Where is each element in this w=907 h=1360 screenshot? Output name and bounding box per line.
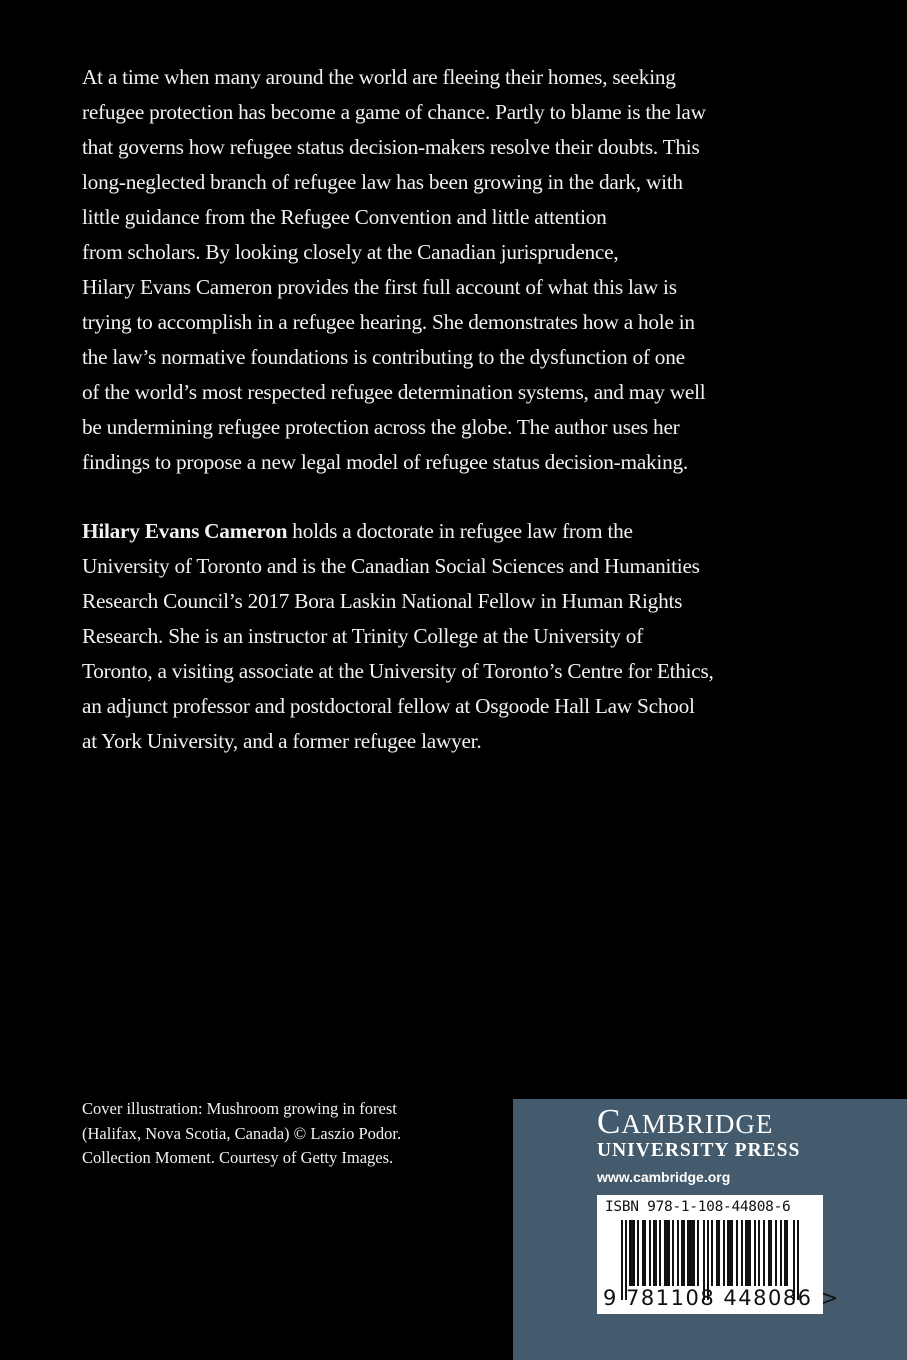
bio-text: holds a doctorate in refugee law from the: [287, 519, 633, 543]
publisher-panel: [513, 1099, 907, 1360]
credit-line: (Halifax, Nova Scotia, Canada) © Laszio Podor.: [82, 1123, 402, 1143]
bio-line: University of Toronto and is the Canadian Social Sciences and Humanities: [82, 554, 700, 578]
description-line: Hilary Evans Cameron provides the first full account of what this law is: [82, 275, 677, 299]
description-line: the law’s normative foundations is contributing to the dysfunction of one: [82, 345, 685, 369]
description-line: that governs how refugee status decision-makers resolve their doubts. This: [82, 135, 700, 159]
publisher-url: www.cambridge.org: [597, 1169, 731, 1185]
publisher-name-rest: AMBRIDGE: [621, 1109, 774, 1139]
bio-line: at York University, and a former refugee lawyer.: [82, 729, 482, 753]
description-paragraph: [82, 60, 706, 480]
isbn-barcode: [597, 1195, 840, 1314]
description-line: long-neglected branch of refugee law has been growing in the dark, with: [82, 170, 683, 194]
description-line: little guidance from the Refugee Convention and little attention: [82, 205, 607, 229]
author-name: Hilary Evans Cameron: [82, 519, 288, 543]
bio-line: Research. She is an instructor at Trinity College at the University of: [82, 624, 643, 648]
cover-credit: [82, 1097, 401, 1171]
author-bio: [82, 514, 714, 759]
description-line: trying to accomplish in a refugee hearing. She demonstrates how a hole in: [82, 310, 695, 334]
credit-line: Cover illustration: Mushroom growing in forest: [82, 1099, 397, 1118]
isbn-label: ISBN 978-1-108-44808-6: [605, 1199, 791, 1215]
publisher-logo: [597, 1102, 774, 1141]
barcode-digits: 9 781108 448086 >: [603, 1286, 840, 1310]
bio-first-line: [82, 514, 714, 549]
description-line: be undermining refugee protection across the globe. The author uses her: [82, 415, 680, 439]
bio-line: an adjunct professor and postdoctoral fellow at Osgoode Hall Law School: [82, 694, 695, 718]
description-line: refugee protection has become a game of chance. Partly to blame is the law: [82, 100, 706, 124]
bio-line: Research Council’s 2017 Bora Laskin National Fellow in Human Rights: [82, 589, 683, 613]
description-line: At a time when many around the world are fleeing their homes, seeking: [82, 65, 676, 89]
description-line: from scholars. By looking closely at the Canadian jurisprudence,: [82, 240, 619, 264]
description-line: of the world’s most respected refugee determination systems, and may well: [82, 380, 706, 404]
bio-line: Toronto, a visiting associate at the University of Toronto’s Centre for Ethics,: [82, 659, 714, 683]
credit-line: Collection Moment. Courtesy of Getty Images.: [82, 1148, 394, 1167]
publisher-initial: C: [597, 1102, 622, 1141]
description-line: findings to propose a new legal model of refugee status decision-making.: [82, 450, 688, 474]
publisher-subtitle: UNIVERSITY PRESS: [597, 1140, 801, 1161]
